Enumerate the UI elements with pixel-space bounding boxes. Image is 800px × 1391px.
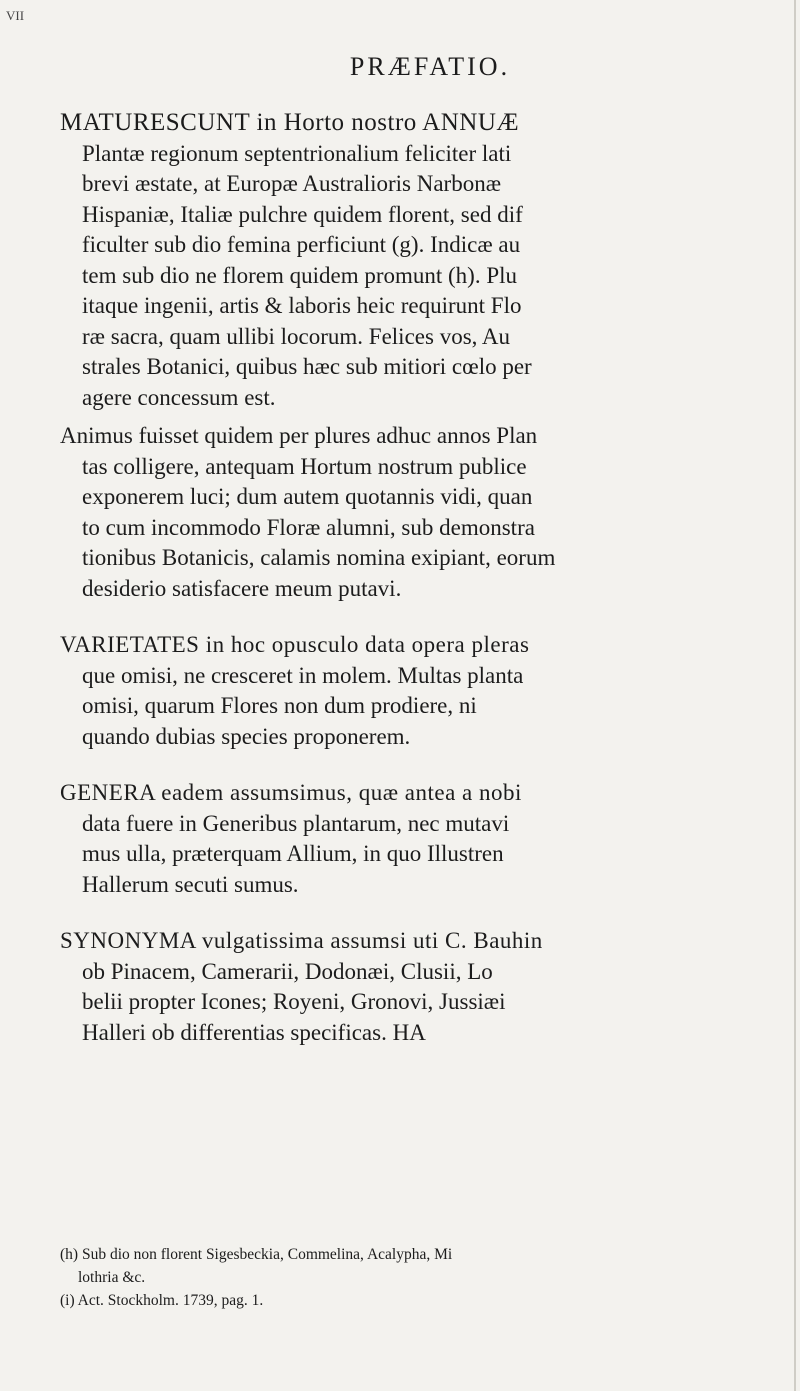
- text-line: Plantæ regionum septentrionalium feliciter lati: [82, 140, 512, 166]
- paragraph-maturescunt: [60, 108, 800, 413]
- text-line: VARIETATES in hoc opusculo data opera pleras: [60, 632, 530, 657]
- paragraph-synonyma: [60, 926, 800, 1048]
- text-line: brevi æstate, at Europæ Australioris Narbonæ: [82, 171, 502, 196]
- text-line: que omisi, ne cresceret in molem. Multas planta: [82, 662, 524, 688]
- text-line: Hispaniæ, Italiæ pulchre quidem florent, sed dif: [82, 201, 523, 227]
- paragraph-varietates: [60, 630, 800, 752]
- text-line: omisi, quarum Flores non dum prodiere, ni: [82, 693, 477, 718]
- text-line: Animus fuisset quidem per plures adhuc annos Plan: [60, 423, 538, 448]
- text-line: agere concessum est.: [82, 384, 276, 410]
- text-line: ficulter sub dio femina perficiunt (g). Indicæ au: [82, 232, 521, 257]
- signature-mark: VII: [6, 8, 25, 23]
- footnotes: [60, 1243, 800, 1312]
- text-line: tem sub dio ne florem quidem promunt (h). Plu: [82, 262, 518, 288]
- text-line: exponerem luci; dum autem quotannis vidi, quan: [82, 484, 533, 509]
- text-line: desiderio satisfacere meum putavi.: [82, 575, 402, 601]
- footnote-line: (h) Sub dio non florent Sigesbeckia, Commelina, Acalypha, Mi: [60, 1246, 453, 1263]
- text-line: ob Pinacem, Camerarii, Dodonæi, Clusii, Lo: [82, 958, 493, 984]
- text-line: Halleri ob differentias specificas. HA: [82, 1019, 426, 1045]
- footnote-line: lothria &c.: [78, 1269, 146, 1286]
- text-line: MATURESCUNT in Horto nostro ANNUÆ: [60, 109, 520, 136]
- footnote-line: (i) Act. Stockholm. 1739, pag. 1.: [60, 1292, 264, 1309]
- text-line: tionibus Botanicis, calamis nomina exipiant, eorum: [82, 545, 556, 570]
- text-line: Hallerum secuti sumus.: [82, 871, 299, 897]
- text-line: to cum incommodo Floræ alumni, sub demonstra: [82, 514, 535, 540]
- text-line: GENERA eadem assumsimus, quæ antea a nobi: [60, 780, 522, 805]
- text-line: ræ sacra, quam ullibi locorum. Felices vos, Au: [82, 323, 510, 349]
- text-line: strales Botanici, quibus hæc sub mitiori cœlo per: [82, 354, 532, 379]
- running-head: [0, 52, 800, 82]
- text-line: tas colligere, antequam Hortum nostrum publice: [82, 453, 527, 479]
- text-line: data fuere in Generibus plantarum, nec mutavi: [82, 810, 510, 836]
- body-text: [60, 108, 800, 1074]
- text-line: quando dubias species proponerem.: [82, 723, 411, 749]
- text-line: SYNONYMA vulgatissima assumsi uti C. Bauhin: [60, 928, 543, 953]
- paragraph-genera: [60, 778, 800, 900]
- running-head-text: PRÆFATIO.: [349, 52, 511, 81]
- paragraph-animus: [60, 421, 800, 604]
- text-line: mus ulla, præterquam Allium, in quo Illustren: [82, 841, 504, 866]
- text-line: belii propter Icones; Royeni, Gronovi, Jussiæi: [82, 989, 506, 1014]
- text-line: itaque ingenii, artis & laboris heic requirunt Flo: [82, 293, 522, 318]
